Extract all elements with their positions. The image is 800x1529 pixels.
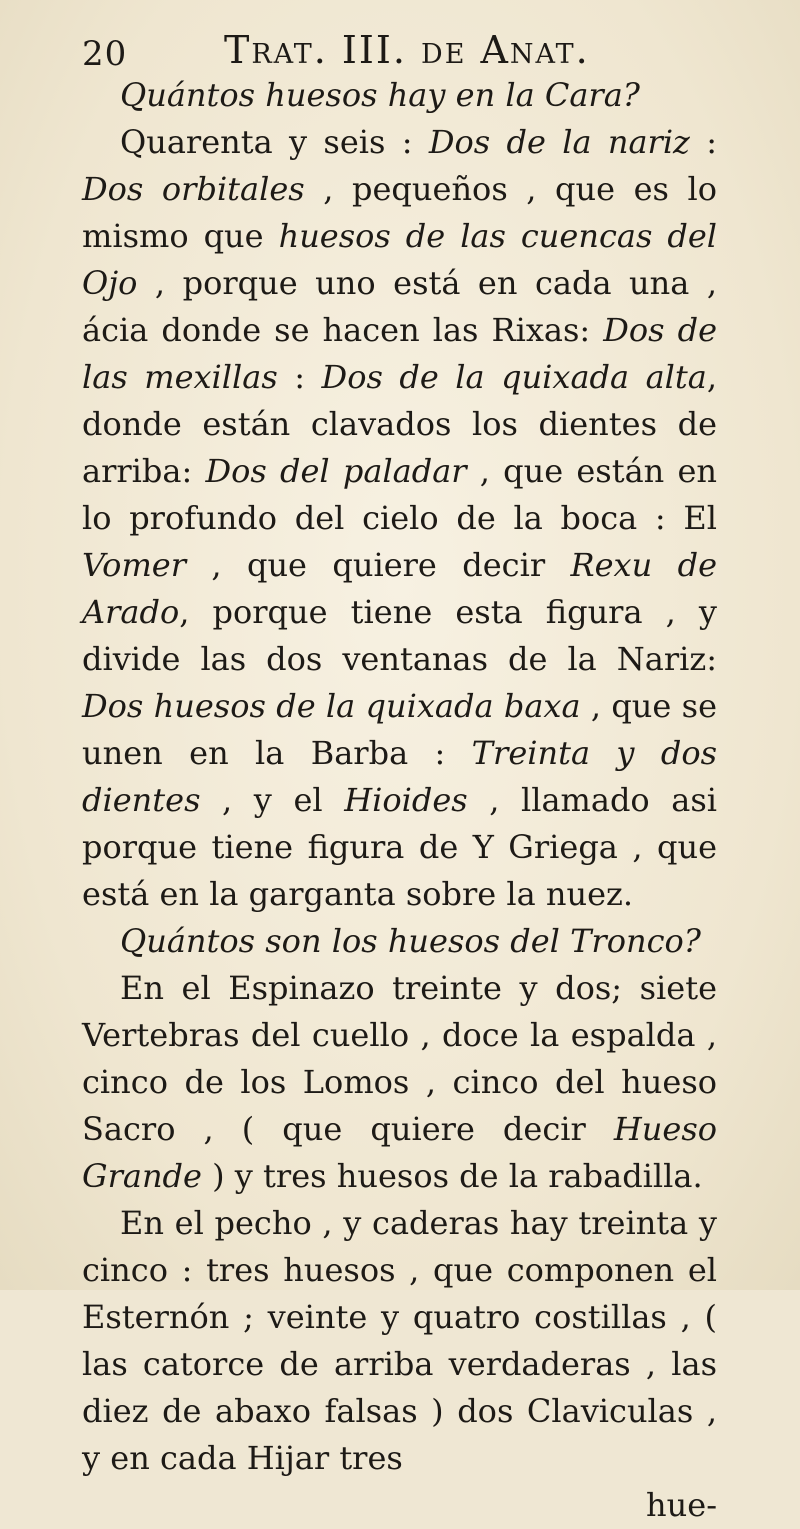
italic-term: Rexu de Arado	[82, 546, 718, 631]
paragraph-pecho	[82, 1200, 717, 1482]
text-run: Quarenta y seis :	[120, 123, 429, 161]
italic-term: Dos de la quixada alta	[321, 358, 707, 396]
question-heading: Quántos son los huesos del Tronco?	[120, 922, 701, 960]
italic-term: Dos de la nariz	[428, 123, 690, 161]
text-run: , porque uno está en cada una , ácia donde se hacen las Rixas:	[82, 264, 717, 349]
text-run: , que están en lo profundo del cielo de la boca : El	[82, 452, 718, 537]
italic-term: Dos del paladar	[205, 452, 467, 490]
text-run: :	[689, 123, 718, 161]
italic-term: huesos de las cuencas del Ojo	[82, 217, 718, 302]
text-run: En el pecho , y caderas hay treinta y cinco : tres huesos , que componen el Esternón ; veinte y quatro costillas , ( las catorce de arriba verdaderas , las diez de abaxo falsas ) dos Claviculas , y en cada Hijar tres	[82, 1204, 717, 1477]
question-heading: Quántos huesos hay en la Cara?	[120, 76, 640, 114]
italic-term: Dos de las mexillas	[82, 311, 718, 396]
text-run: , y el	[200, 781, 345, 819]
italic-term: Treinta y dos dientes	[82, 734, 718, 819]
italic-term: Hueso Grande	[82, 1110, 717, 1195]
text-run: :	[277, 358, 322, 396]
text-run: , que se unen en la Barba :	[82, 687, 718, 772]
text-run: , pequeños , que es lo mismo que	[82, 170, 718, 255]
running-head	[82, 28, 732, 78]
paragraph-espinazo	[82, 965, 717, 1200]
page-body	[82, 72, 717, 1529]
text-run: En el Espinazo treinte y dos; siete Vertebras del cuello , doce la espalda , cinco de los Lomos , cinco del hueso Sacro , ( que quiere decir	[82, 969, 717, 1148]
page-number: 20	[82, 34, 128, 74]
italic-term: Hioides	[344, 781, 468, 819]
text-run: , porque tiene esta figura , y divide las dos ventanas de la Nariz:	[82, 593, 717, 678]
catchword: hue-	[646, 1486, 717, 1524]
italic-term: Dos orbitales	[82, 170, 305, 208]
text-run: ) y tres huesos de la rabadilla.	[201, 1157, 703, 1195]
text-run: , llamado asi porque tiene figura de Y Griega , que está en la garganta sobre la nuez.	[82, 781, 718, 913]
paragraph-cara-bones	[82, 119, 717, 918]
italic-term: Dos huesos de la quixada baxa	[82, 687, 581, 725]
italic-term: Vomer	[82, 546, 187, 584]
running-title: Trat. III. de Anat.	[224, 28, 590, 72]
text-run: , donde están clavados los dientes de arriba:	[82, 358, 718, 490]
text-run: , que quiere decir	[186, 546, 571, 584]
